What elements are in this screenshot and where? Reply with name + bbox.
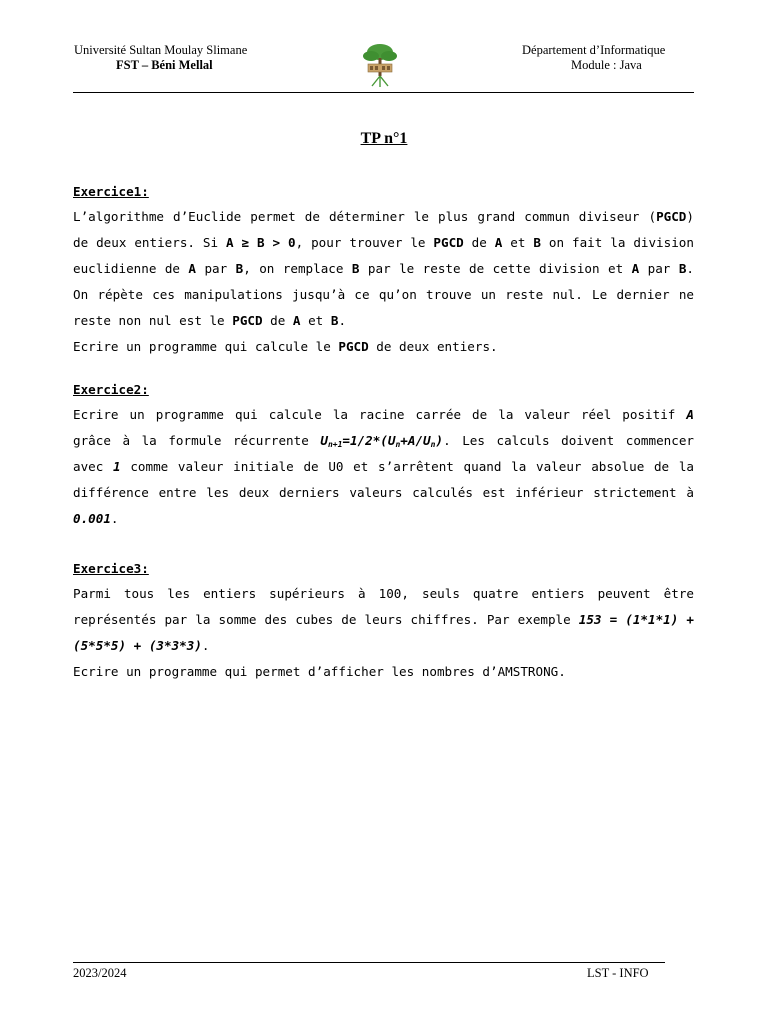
exercise-3-text: Parmi tous les entiers supérieurs à 100, seuls quatre entiers peuvent être représentés par la somme des cubes de leurs chiffres. Par exemple 153 = (1*1*1) + (5*5*5) + (3*3*3). Ecrire un programme qui permet d’afficher les nombres d’AMSTRONG. — [73, 586, 694, 679]
footer-divider — [73, 962, 665, 963]
footer-year: 2023/2024 — [73, 966, 127, 980]
exercise-2-title: Exercice2: — [73, 382, 149, 397]
exercise-2-text: Ecrire un programme qui calcule la racine carrée de la valeur réel positif A grâce à la formule récurrente $U_{n+1}=1/2*(U_n+A/U_n)$. Les calculs doivent commencer avec 1 comme valeur initiale de U0 et s’arrêtent quand la valeur absolue de la différence entre les deux derniers valeurs calculés est inférieur strictement à 0.001. — [73, 407, 695, 526]
header-divider — [73, 92, 694, 93]
university-name: Université Sultan Moulay Slimane — [74, 43, 248, 57]
module-name: Module : Java — [571, 58, 642, 72]
page-title: TP n°1 — [360, 130, 408, 147]
header-left — [74, 43, 304, 73]
exercise-1-text: L’algorithme d’Euclide permet de déterminer le plus grand commun diviseur (PGCD) de deux entiers. Si A ≥ B > 0, pour trouver le PGCD de A et B on fait la division euclidienne de A par B, on remplace B par le reste de cette division et A par B. On répète ces manipulations jusqu’à ce qu’on trouve un reste nul. Le dernier ne reste non nul est le PGCD de A et B. Ecrire un programme qui calcule le PGCD de deux entiers. — [73, 209, 695, 354]
exercise-3-title: Exercice3: — [73, 561, 149, 576]
tree-logo-icon — [360, 40, 400, 90]
exercise-1-title: Exercice1: — [73, 184, 149, 199]
faculty-name: FST – Béni Mellal — [116, 58, 213, 72]
footer-program: LST - INFO — [587, 966, 649, 980]
header-right — [510, 43, 700, 73]
department-name: Département d’Informatique — [522, 43, 666, 57]
